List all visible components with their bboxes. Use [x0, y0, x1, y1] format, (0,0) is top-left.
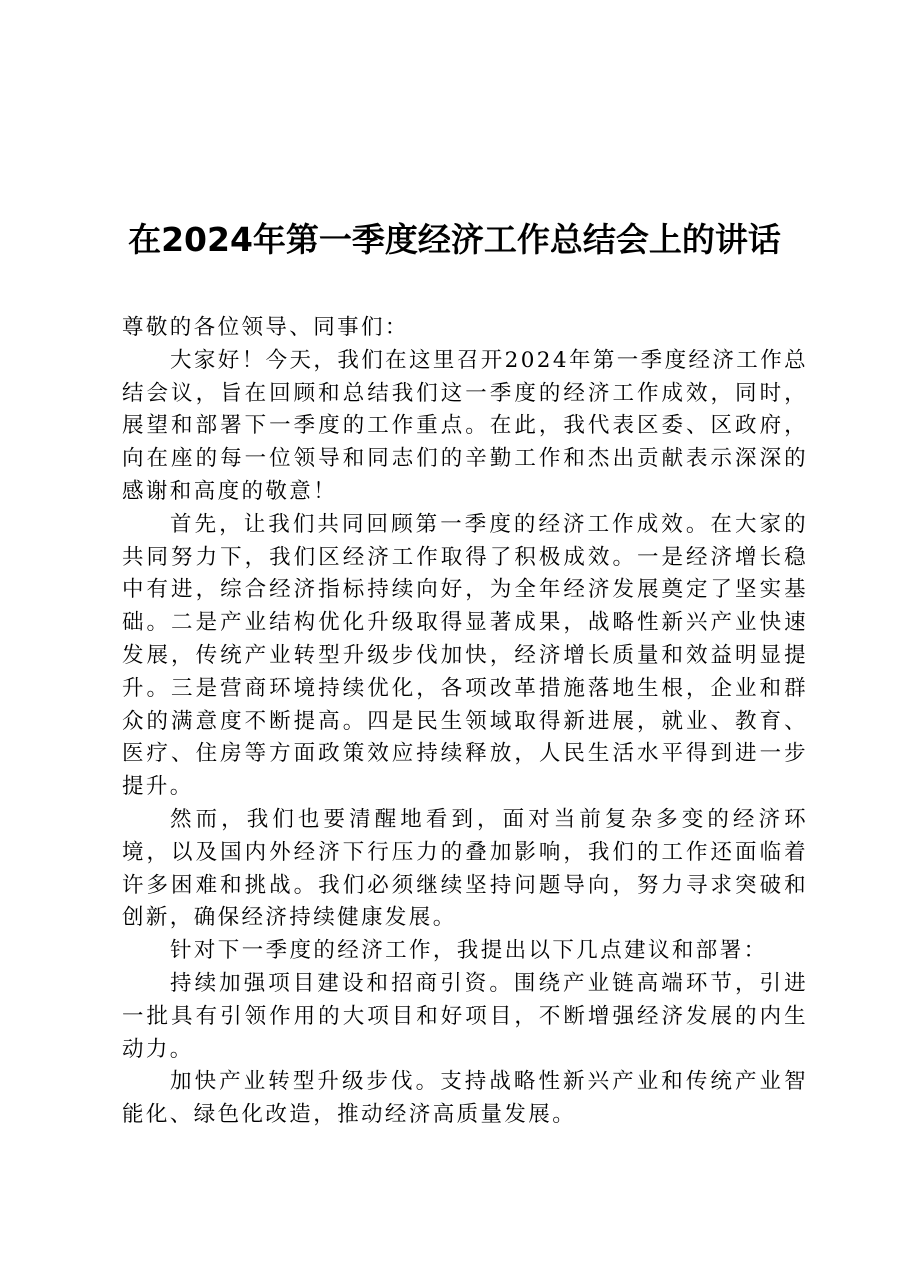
document-title: 在2024年第一季度经济工作总结会上的讲话 [128, 220, 781, 260]
document-body [122, 312, 808, 1132]
paragraph-proposal-industry: 加快产业转型升级步伐。支持战略性新兴产业和传统产业智能化、绿色化改造，推动经济高质量发展。 [122, 1069, 808, 1128]
paragraph-challenges: 然而，我们也要清醒地看到，面对当前复杂多变的经济环境，以及国内外经济下行压力的叠加影响，我们的工作还面临着许多困难和挑战。我们必须继续坚持问题导向，努力寻求突破和创新，确保经济持续健康发展。 [122, 806, 808, 931]
salutation: 尊敬的各位领导、同事们： [122, 315, 409, 340]
paragraph-opening: 大家好！今天，我们在这里召开2024年第一季度经济工作总结会议，旨在回顾和总结我们这一季度的经济工作成效，同时，展望和部署下一季度的工作重点。在此，我代表区委、区政府，向在座的每一位领导和同志们的辛勤工作和杰出贡献表示深深的感谢和高度的敬意！ [122, 347, 808, 504]
paragraph-proposal-projects: 持续加强项目建设和招商引资。围绕产业链高端环节，引进一批具有引领作用的大项目和好项目，不断增强经济发展的内生动力。 [122, 970, 808, 1062]
paragraph-proposals-intro: 针对下一季度的经济工作，我提出以下几点建议和部署： [170, 938, 768, 964]
paragraph-review: 首先，让我们共同回顾第一季度的经济工作成效。在大家的共同努力下，我们区经济工作取得了积极成效。一是经济增长稳中有进，综合经济指标持续向好，为全年经济发展奠定了坚实基础。二是产业结构优化升级取得显著成果，战略性新兴产业快速发展，传统产业转型升级步伐加快，经济增长质量和效益明显提升。三是营商环境持续优化，各项改革措施落地生根，企业和群众的满意度不断提高。四是民生领域取得新进展，就业、教育、医疗、住房等方面政策效应持续释放，人民生活水平得到进一步提升。 [122, 511, 808, 800]
